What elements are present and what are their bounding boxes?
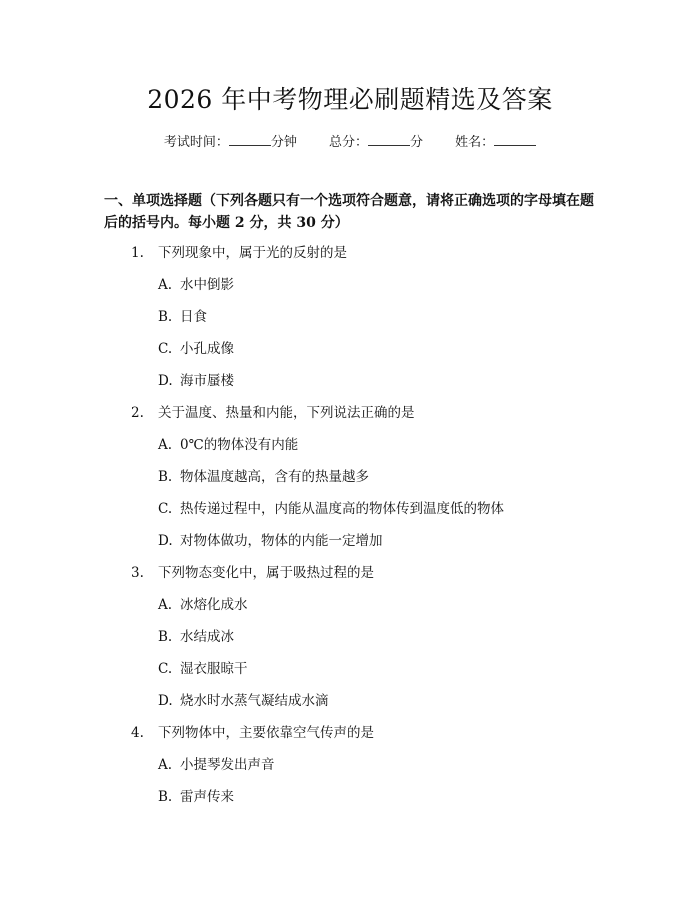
option-4b	[0, 787, 700, 819]
option-text: 海市蜃楼	[180, 373, 234, 389]
option-text: 对物体做功，物体的内能一定增加	[180, 533, 383, 549]
option-letter: D.	[158, 693, 173, 709]
time-field	[164, 131, 297, 150]
score-unit: 分	[410, 135, 424, 150]
option-letter: D.	[158, 533, 173, 549]
option-text: 水结成冰	[180, 629, 234, 645]
option-letter: B.	[158, 629, 173, 645]
option-letter: A.	[158, 277, 173, 293]
option-3c	[0, 659, 700, 691]
name-blank	[494, 134, 536, 146]
option-text: 0℃的物体没有内能	[180, 437, 299, 453]
question-1	[0, 243, 700, 275]
question-text: 下列物态变化中，属于吸热过程的是	[158, 565, 374, 581]
option-letter: C.	[158, 341, 173, 357]
option-letter: B.	[158, 789, 173, 805]
question-number: 3.	[131, 565, 144, 581]
time-blank	[229, 134, 271, 146]
option-text: 日食	[180, 309, 207, 325]
option-text: 热传递过程中，内能从温度高的物体传到温度低的物体	[180, 501, 504, 517]
option-text: 烧水时水蒸气凝结成水滴	[180, 693, 329, 709]
score-label: 总分：	[328, 135, 368, 150]
option-text: 湿衣服晾干	[180, 661, 248, 677]
option-4a	[0, 755, 700, 787]
question-number: 1.	[131, 245, 144, 261]
option-text: 物体温度越高，含有的热量越多	[180, 469, 369, 485]
score-field	[329, 131, 423, 150]
option-1b	[0, 307, 700, 339]
question-text: 下列现象中，属于光的反射的是	[158, 245, 347, 261]
time-label: 考试时间：	[163, 135, 229, 150]
option-letter: B.	[158, 309, 173, 325]
option-2c	[0, 499, 700, 531]
time-unit: 分钟	[270, 135, 297, 150]
question-number: 4.	[131, 725, 144, 741]
option-letter: C.	[158, 501, 173, 517]
option-text: 水中倒影	[180, 277, 234, 293]
question-text: 关于温度、热量和内能，下列说法正确的是	[158, 405, 415, 421]
option-1a	[0, 275, 700, 307]
option-3d	[0, 691, 700, 723]
option-2b	[0, 467, 700, 499]
option-2d	[0, 531, 700, 563]
option-letter: C.	[158, 661, 173, 677]
option-2a	[0, 435, 700, 467]
option-text: 雷声传来	[180, 789, 234, 805]
option-1d	[0, 371, 700, 403]
option-letter: B.	[158, 469, 173, 485]
option-3a	[0, 595, 700, 627]
question-text: 下列物体中，主要依靠空气传声的是	[158, 725, 374, 741]
question-2	[0, 403, 700, 435]
exam-meta	[0, 131, 700, 150]
section-heading: 一、单项选择题（下列各题只有一个选项符合题意，请将正确选项的字母填在题后的括号内。每小题 2 分，共 30 分）	[104, 193, 594, 231]
option-text: 冰熔化成水	[180, 597, 248, 613]
option-1c	[0, 339, 700, 371]
option-text: 小提琴发出声音	[180, 757, 275, 773]
option-letter: D.	[158, 373, 173, 389]
option-letter: A.	[158, 437, 173, 453]
score-blank	[368, 134, 410, 146]
question-3	[0, 563, 700, 595]
question-list	[0, 243, 700, 819]
question-number: 2.	[131, 405, 144, 421]
option-letter: A.	[158, 597, 173, 613]
name-field	[455, 131, 536, 150]
question-4	[0, 723, 700, 755]
page-title: 2026 年中考物理必刷题精选及答案	[147, 85, 553, 114]
option-3b	[0, 627, 700, 659]
option-text: 小孔成像	[180, 341, 234, 357]
name-label: 姓名：	[455, 135, 495, 150]
option-letter: A.	[158, 757, 173, 773]
